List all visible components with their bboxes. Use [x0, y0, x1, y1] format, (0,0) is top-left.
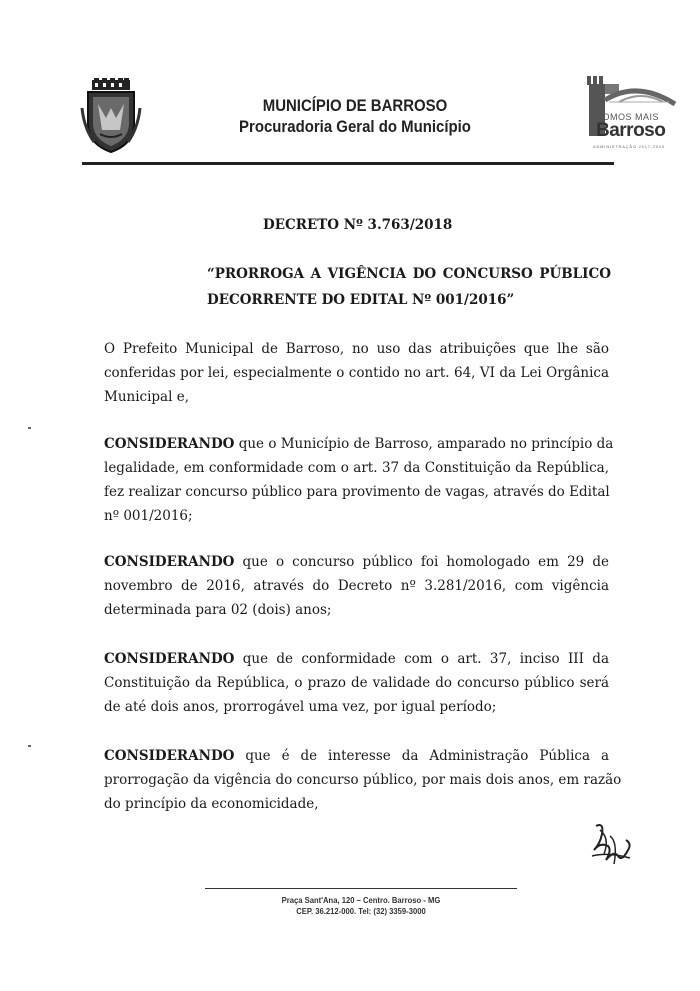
- brand-slogan: SOMOS MAIS: [596, 112, 660, 122]
- handwritten-signature-icon: [588, 820, 634, 866]
- paragraph-line: conferidas por lei, especialmente o contido no art. 64, VI da Lei Orgânica: [104, 365, 609, 381]
- paragraph-text: que de conformidade com o art. 37, inciso III da: [234, 651, 609, 667]
- considerando-lead: CONSIDERANDO: [104, 748, 235, 764]
- paragraph-line: determinada para 02 (dois) anos;: [104, 602, 332, 618]
- brand-subtitle: ADMINISTRAÇÃO 2017-2020: [593, 144, 665, 149]
- subject-line: “PRORROGA A VIGÊNCIA DO CONCURSO PÚBLICO: [207, 266, 611, 282]
- paragraph-line: Municipal e,: [104, 389, 189, 405]
- paragraph-line: fez realizar concurso público para provimento de vagas, através do Edital: [104, 484, 610, 500]
- paragraph-line: [104, 432, 614, 456]
- paragraph-text: que o concurso público foi homologado em 29 de: [234, 554, 609, 570]
- scan-speck: [28, 745, 31, 747]
- considerando-paragraph: [104, 550, 609, 622]
- decree-subject: [207, 261, 611, 313]
- scan-speck: [28, 427, 31, 429]
- paragraph-line: Constituição da República, o prazo de validade do concurso público será: [104, 675, 609, 691]
- paragraph-text: que é de interesse da Administração Pública a: [234, 748, 609, 764]
- considerando-paragraph: [104, 744, 622, 816]
- paragraph-line: [104, 647, 609, 671]
- decree-number: DECRETO Nº 3.763/2018: [263, 217, 453, 233]
- page-title: MUNICÍPIO DE BARROSO: [262, 96, 448, 115]
- footer-address: Praça Sant'Ana, 120 – Centro. Barroso - MG: [281, 895, 441, 905]
- considerando-lead: CONSIDERANDO: [104, 436, 235, 452]
- considerando-lead: CONSIDERANDO: [104, 651, 235, 667]
- page-subtitle: Procuradoria Geral do Município: [239, 117, 471, 136]
- paragraph-line: de até dois anos, prorrogável uma vez, por igual período;: [104, 699, 497, 715]
- preamble-paragraph: [104, 337, 609, 409]
- header-divider: [82, 162, 614, 165]
- subject-line: DECORRENTE DO EDITAL Nº 001/2016”: [207, 292, 515, 308]
- footer-contact: CEP. 36.212-000. Tel: (32) 3359-3000: [296, 906, 426, 916]
- paragraph-line: [104, 550, 609, 574]
- paragraph-line: prorrogação da vigência do concurso público, por mais dois anos, em razão: [104, 772, 622, 788]
- considerando-lead: CONSIDERANDO: [104, 554, 235, 570]
- paragraph-line: [104, 744, 609, 768]
- municipal-coat-of-arms-icon: [80, 78, 142, 156]
- footer-divider: [205, 888, 517, 889]
- brand-name: Barroso: [596, 120, 666, 141]
- considerando-paragraph: [104, 432, 614, 528]
- paragraph-line: nº 001/2016;: [104, 508, 193, 524]
- paragraph-line: novembro de 2016, através do Decreto nº 3.281/2016, com vigência: [104, 578, 609, 594]
- paragraph-text: que o Município de Barroso, amparado no princípio da: [234, 436, 614, 452]
- considerando-paragraph: [104, 647, 609, 719]
- paragraph-line: do princípio da economicidade,: [104, 796, 319, 812]
- paragraph-line: legalidade, em conformidade com o art. 37 da Constituição da República,: [104, 460, 609, 476]
- paragraph-line: O Prefeito Municipal de Barroso, no uso das atribuições que lhe são: [104, 341, 609, 357]
